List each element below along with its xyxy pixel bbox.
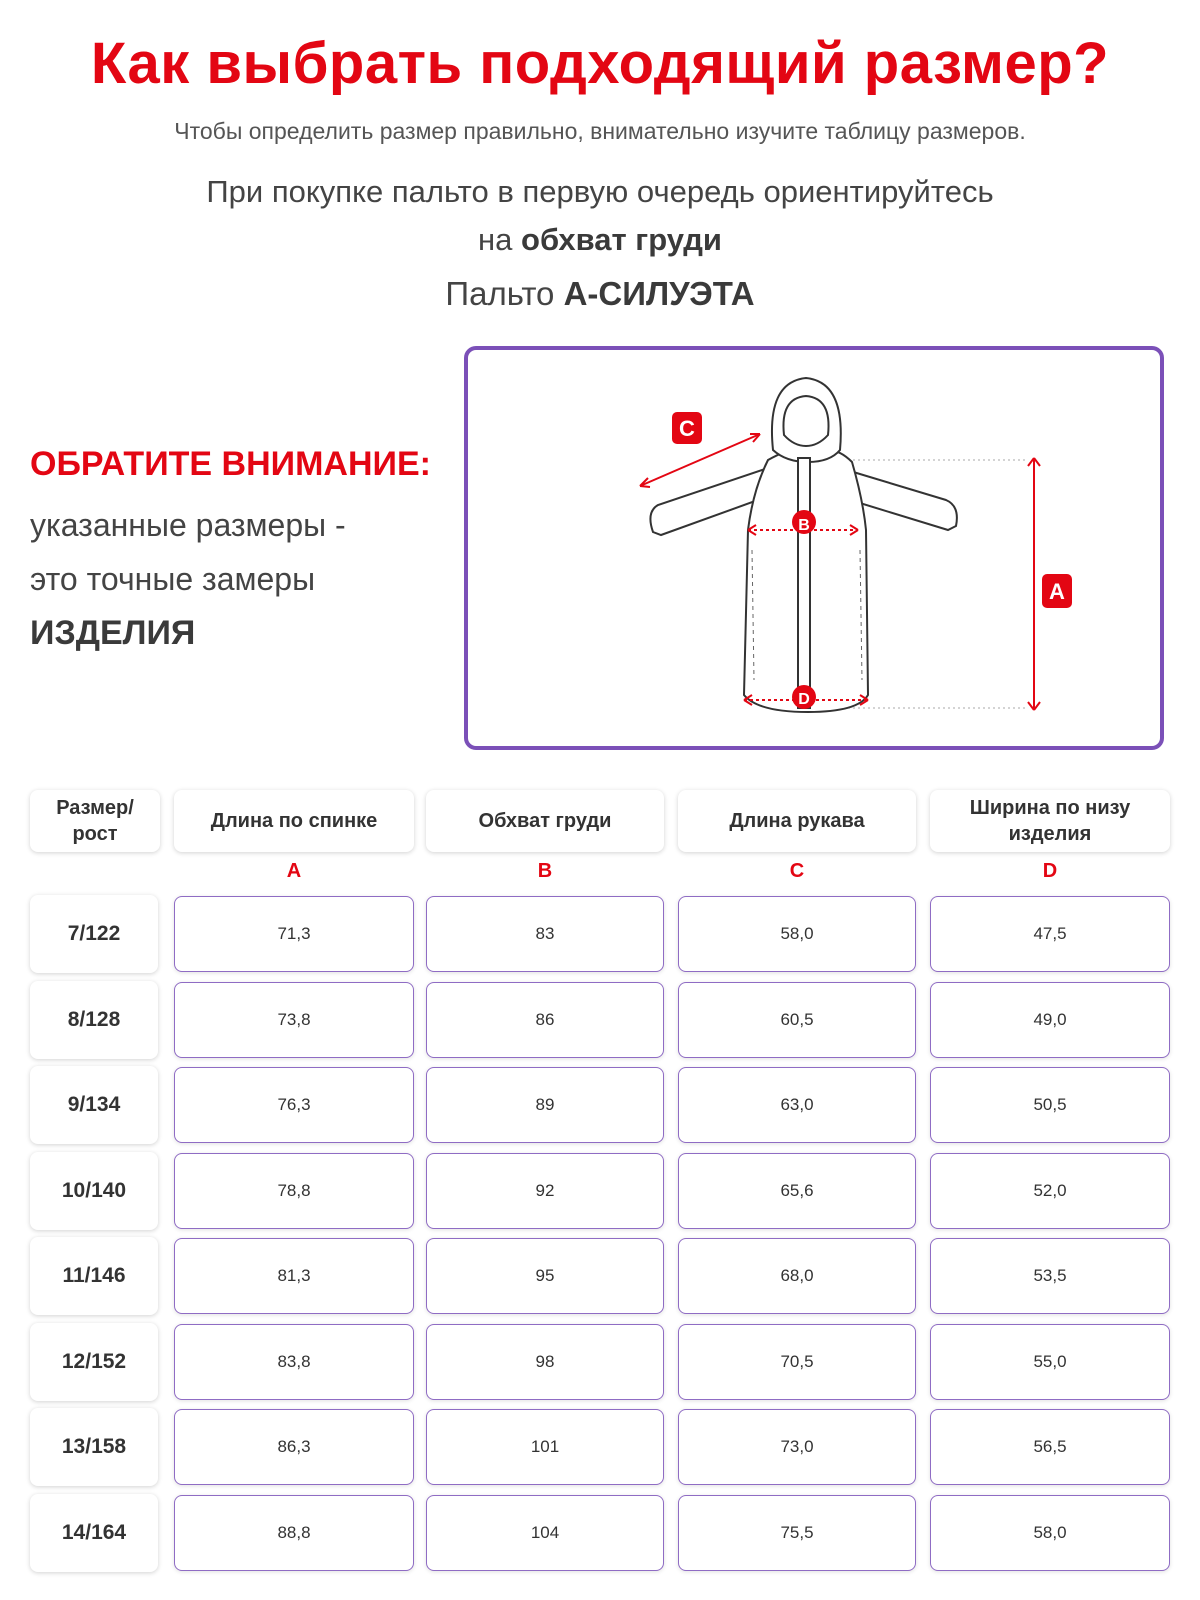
value-cell-b: 92 [426,1153,664,1229]
model-bold: А-СИЛУЭТА [563,275,755,312]
lead-line-1: При покупке пальто в первую очередь ориентируйтесь [206,174,994,209]
value-cell-b: 89 [426,1067,664,1143]
value-cell-a: 83,8 [174,1324,414,1400]
label-c: C [679,416,695,441]
label-a: A [1049,579,1065,604]
column-letter-b: B [537,860,553,882]
lead-line-2 [0,216,1200,264]
notice-line-3: ИЗДЕЛИЯ [30,614,196,652]
value-cell-d: 49,0 [930,982,1170,1058]
model-prefix: Пальто [445,275,555,312]
value-cell-b: 95 [426,1238,664,1314]
value-cell-b: 86 [426,982,664,1058]
size-cell: 10/140 [30,1152,158,1230]
lead-line-2-bold: обхват груди [521,222,722,257]
value-cell-d: 47,5 [930,896,1170,972]
value-cell-c: 68,0 [678,1238,916,1314]
size-cell: 8/128 [30,981,158,1059]
coat-illustration [468,350,1160,746]
value-cell-a: 86,3 [174,1409,414,1485]
coat-diagram [464,346,1164,750]
size-cell: 9/134 [30,1066,158,1144]
value-cell-c: 63,0 [678,1067,916,1143]
value-cell-c: 75,5 [678,1495,916,1571]
notice-heading: ОБРАТИТЕ ВНИМАНИЕ: [30,445,431,483]
value-cell-b: 104 [426,1495,664,1571]
value-cell-c: 60,5 [678,982,916,1058]
size-cell: 13/158 [30,1408,158,1486]
notice-block [30,445,450,660]
header-sleeve: Длина рукава [678,790,916,852]
page-title: Как выбрать подходящий размер? [90,31,1110,96]
value-cell-d: 58,0 [930,1495,1170,1571]
column-letter-c: C [789,860,805,882]
lead-line-2-prefix: на [478,222,513,257]
size-cell: 11/146 [30,1237,158,1315]
value-cell-a: 81,3 [174,1238,414,1314]
value-cell-c: 70,5 [678,1324,916,1400]
lead-text [0,168,1200,264]
value-cell-c: 58,0 [678,896,916,972]
column-letter-a: A [286,860,302,882]
value-cell-b: 98 [426,1324,664,1400]
value-cell-a: 73,8 [174,982,414,1058]
size-cell: 7/122 [30,895,158,973]
value-cell-a: 76,3 [174,1067,414,1143]
model-name [0,275,1200,313]
notice-line-2: это точные замеры [30,561,316,597]
value-cell-d: 53,5 [930,1238,1170,1314]
header-chest: Обхват груди [426,790,664,852]
value-cell-a: 71,3 [174,896,414,972]
value-cell-d: 55,0 [930,1324,1170,1400]
label-b: B [798,517,810,534]
value-cell-d: 50,5 [930,1067,1170,1143]
value-cell-a: 88,8 [174,1495,414,1571]
value-cell-d: 56,5 [930,1409,1170,1485]
header-hem-width: Ширина по низу изделия [930,790,1170,852]
value-cell-b: 101 [426,1409,664,1485]
header-back-length: Длина по спинке [174,790,414,852]
size-cell: 14/164 [30,1494,158,1572]
column-letter-d: D [1042,860,1058,882]
size-cell: 12/152 [30,1323,158,1401]
value-cell-c: 65,6 [678,1153,916,1229]
value-cell-c: 73,0 [678,1409,916,1485]
notice-line-1: указанные размеры - [30,507,346,543]
value-cell-d: 52,0 [930,1153,1170,1229]
header-size: Размер/ рост [30,790,160,852]
subtitle: Чтобы определить размер правильно, внимательно изучите таблицу размеров. [174,118,1026,144]
value-cell-b: 83 [426,896,664,972]
value-cell-a: 78,8 [174,1153,414,1229]
label-d: D [798,691,810,708]
